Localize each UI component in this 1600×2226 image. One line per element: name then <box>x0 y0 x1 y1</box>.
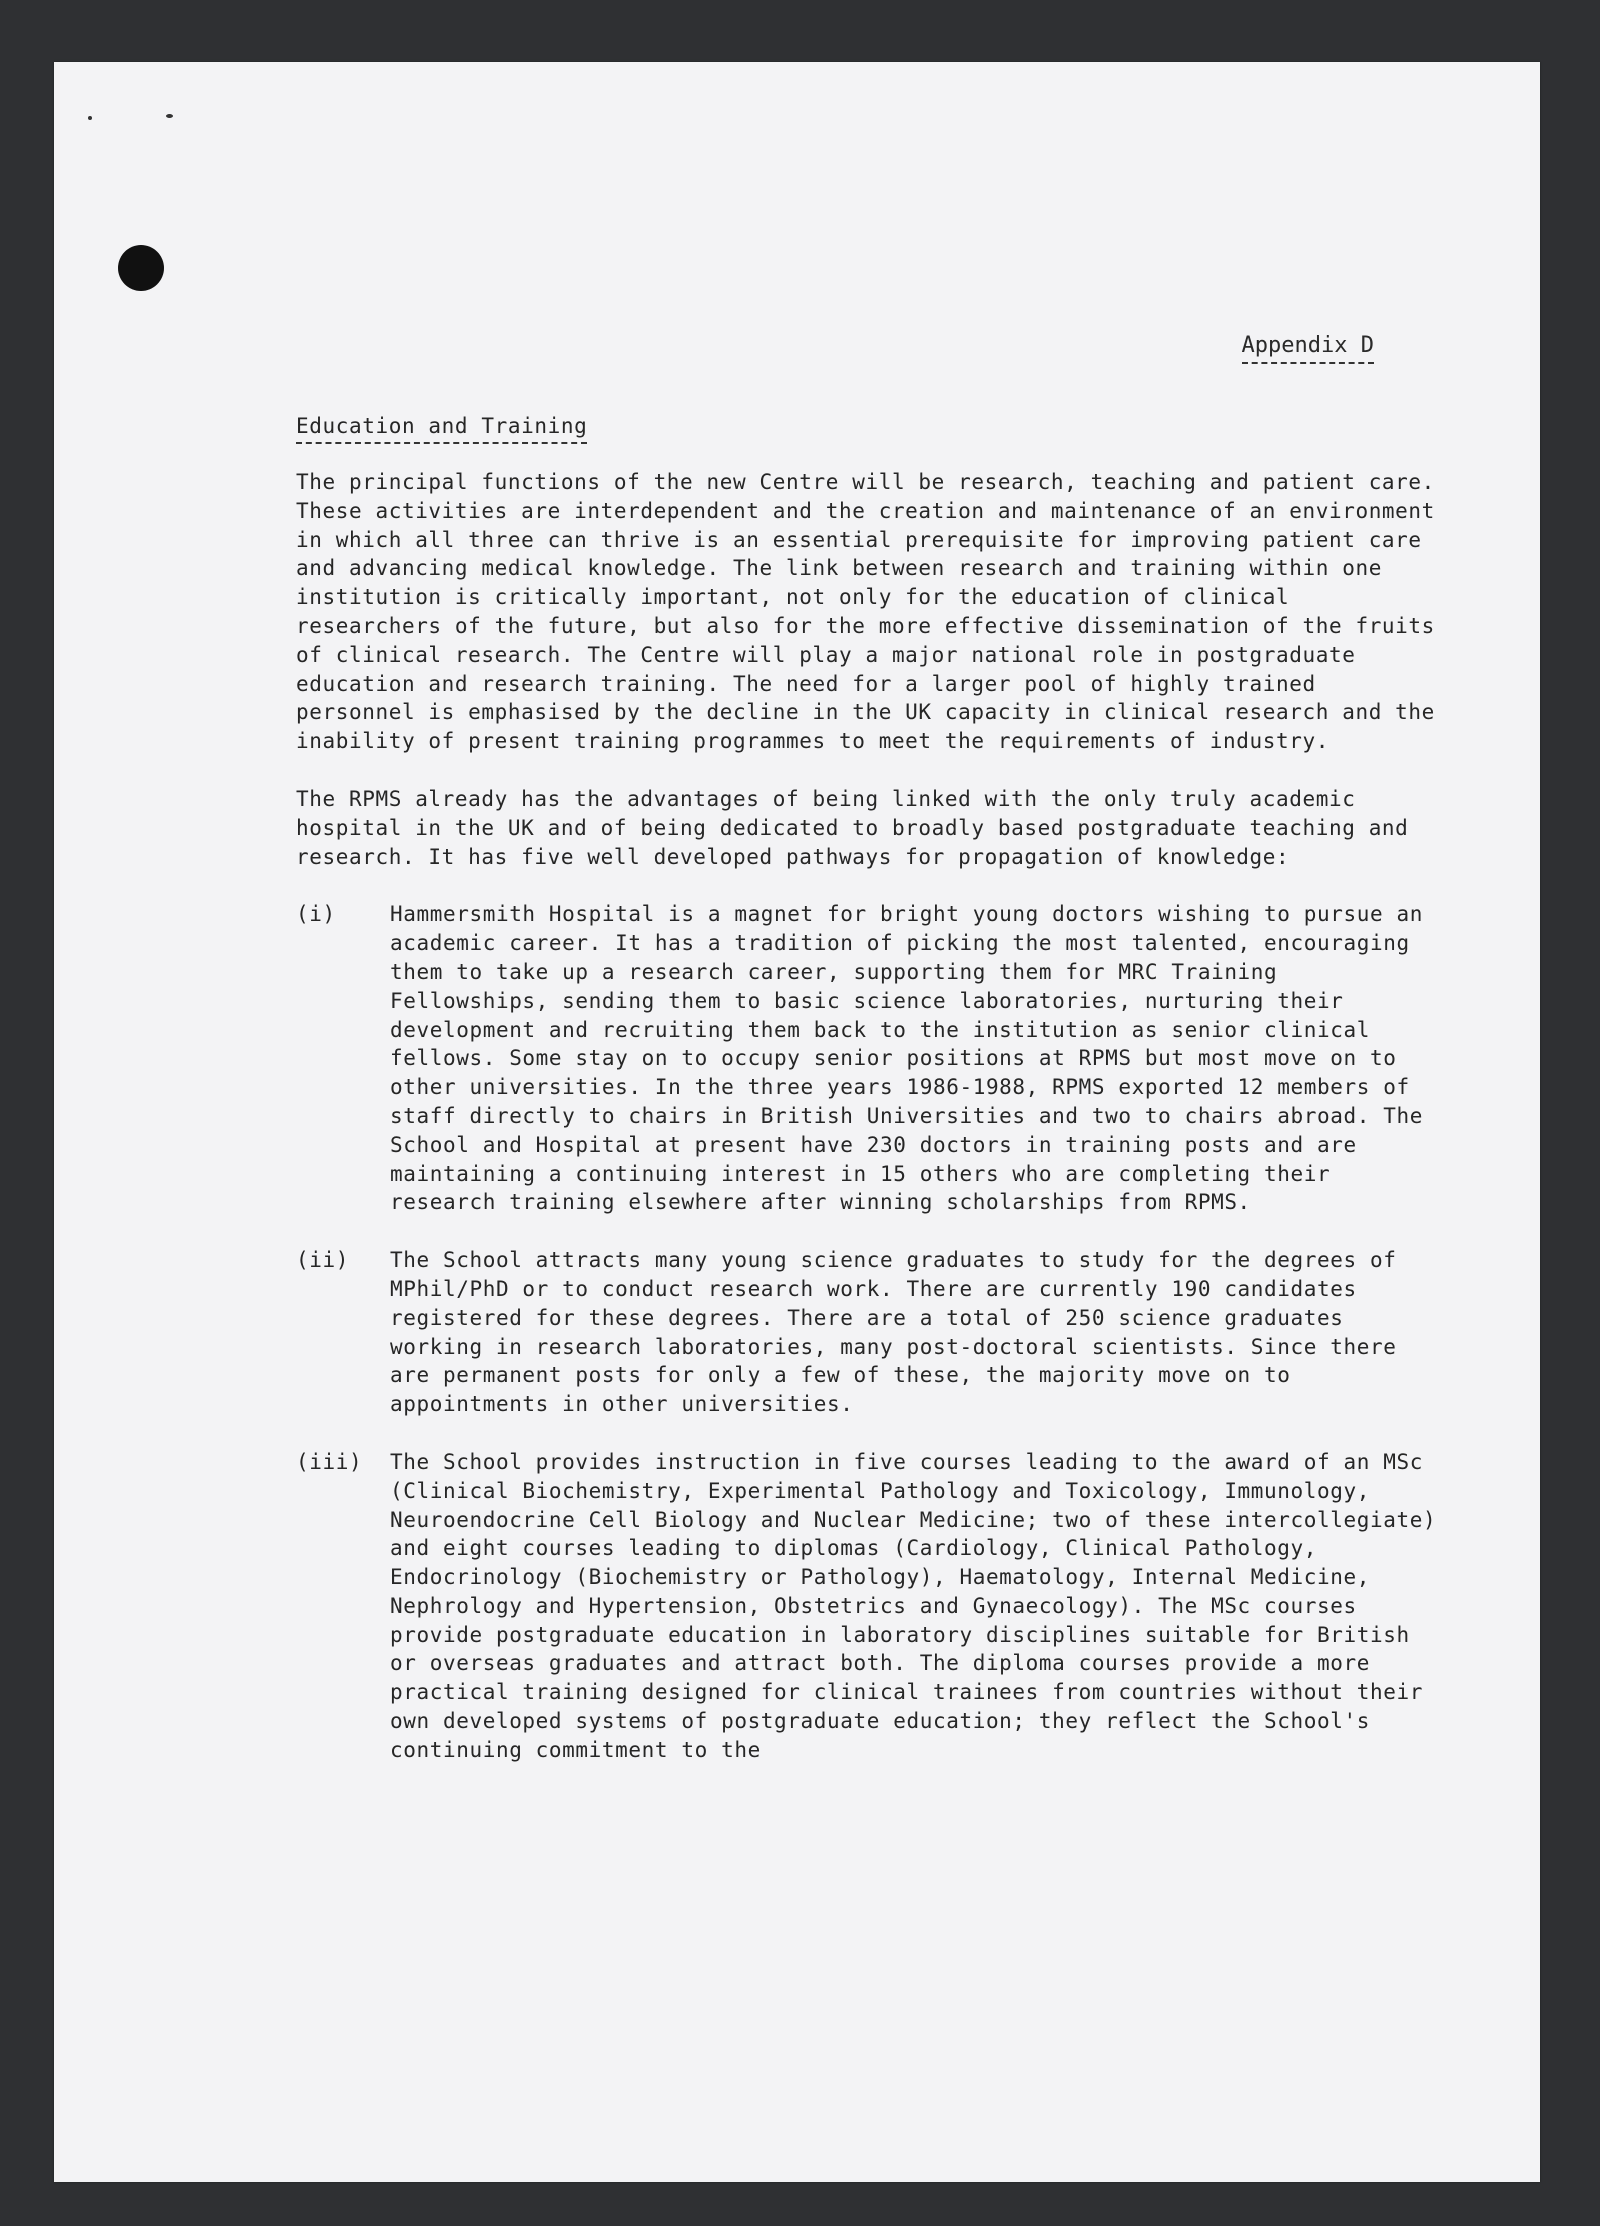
section-heading: Education and Training <box>296 410 587 444</box>
document-body <box>296 410 1446 1794</box>
appendix-label: Appendix D <box>1242 330 1374 364</box>
list-item-number: (i) <box>296 902 336 927</box>
paper-speck <box>166 114 173 118</box>
paper-speck <box>88 116 92 120</box>
list-item-text: The School provides instruction in five courses leading to the award of an MSc (Clinical Biochemistry, Experimental Pathology and Toxicology, Immunology, Neuroendocrine Cell Biology and Nuclear Medicine; two of these intercollegiate) and eight courses leading to diplomas (Cardiology, Clinical Pathology, Endocrinology (Biochemistry or Pathology), Haematology, Internal Medicine, Nephrology and Hypertension, Obstetrics and Gynaecology). The MSc courses provide postgraduate education in laboratory disciplines suitable for British or overseas graduates and attract both. The diploma courses provide a more practical training designed for clinical trainees from countries without their own developed systems of postgraduate education; they reflect the School's continuing commitment to the <box>390 1449 1437 1762</box>
list-item-number: (iii) <box>296 1449 363 1474</box>
paragraph: The principal functions of the new Centre will be research, teaching and patient care. These activities are interdependent and the creation and maintenance of an environment in which all three can thrive is an essential prerequisite for improving patient care and advancing medical knowledge. The link between research and training within one institution is critically important, not only for the education of clinical researchers of the future, but also for the more effective dissemination of the fruits of clinical research. The Centre will play a major national role in postgraduate education and research training. The need for a larger pool of highly trained personnel is emphasised by the decline in the UK capacity in clinical research and the inability of present training programmes to meet the requirements of industry. <box>296 470 1435 754</box>
list-item <box>296 1246 1446 1419</box>
punch-hole <box>118 245 164 291</box>
list-item-text: Hammersmith Hospital is a magnet for bright young doctors wishing to pursue an academic career. It has a tradition of picking the most talented, encouraging them to take up a research career, supporting them for MRC Training Fellowships, sending them to basic science laboratories, nurturing their development and recruiting them back to the institution as senior clinical fellows. Some stay on to occupy senior positions at RPMS but most move on to other universities. In the three years 1986-1988, RPMS exported 12 members of staff directly to chairs in British Universities and two to chairs abroad. The School and Hospital at present have 230 doctors in training posts and are maintaining a continuing interest in 15 others who are completing their research training elsewhere after winning scholarships from RPMS. <box>390 902 1423 1215</box>
document-page <box>54 62 1540 2182</box>
list-item-text: The School attracts many young science graduates to study for the degrees of MPhil/PhD or to conduct research work. There are currently 190 candidates registered for these degrees. There are a total of 250 science graduates working in research laboratories, many post-doctoral scientists. Since there are permanent posts for only a few of these, the majority move on to appointments in other universities. <box>390 1248 1397 1417</box>
list-item-number: (ii) <box>296 1248 349 1273</box>
list-item <box>296 900 1446 1217</box>
paragraph: The RPMS already has the advantages of being linked with the only truly academic hospital in the UK and of being dedicated to broadly based postgraduate teaching and research. It has five well developed pathways for propagation of knowledge: <box>296 786 1409 869</box>
list-item <box>296 1448 1446 1765</box>
